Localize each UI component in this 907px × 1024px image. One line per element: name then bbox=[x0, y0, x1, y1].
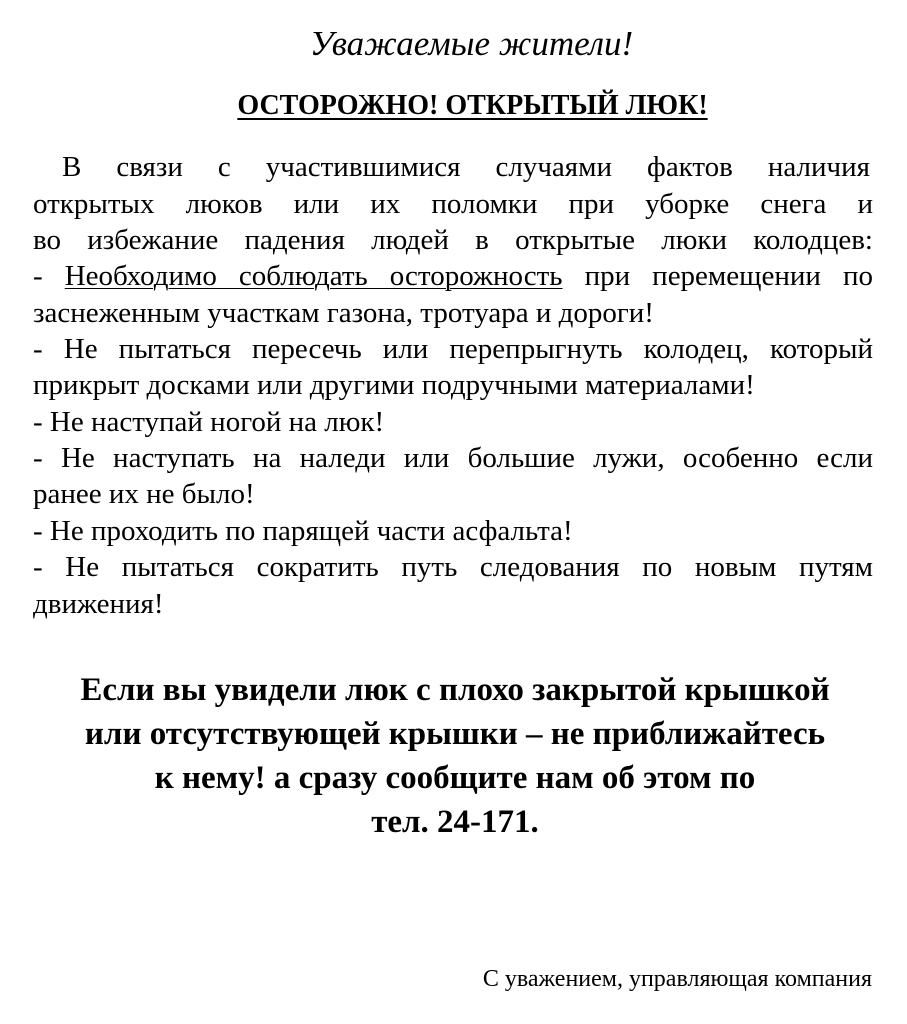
rule-3-line-1: - Не наступай ногой на люк! bbox=[33, 406, 385, 438]
rule-1-line-1 bbox=[33, 258, 873, 294]
intro-line-3: во избежание падения людей в открытые люки колодцев: bbox=[33, 224, 873, 256]
report-callout bbox=[30, 668, 880, 844]
intro-line-2: открытых люков или их поломки при уборке снега и bbox=[33, 188, 873, 220]
rule-1-emphasis: Необходимо соблюдать осторожность bbox=[64, 260, 563, 292]
intro-line-1: В связи с участившимися случаями фактов наличия bbox=[62, 151, 870, 183]
rule-1-line-2: заснеженным участкам газона, тротуара и дороги! bbox=[33, 297, 654, 329]
callout-line-1: Если вы увидели люк с плохо закрытой крышкой bbox=[80, 672, 830, 708]
rule-1-prefix: - bbox=[33, 260, 65, 292]
callout-line-3: к нему! а сразу сообщите нам об этом по bbox=[154, 760, 756, 796]
rule-6-line-2: движения! bbox=[33, 588, 164, 620]
rule-6-line-1: - Не пытаться сократить путь следования по новым путям bbox=[33, 551, 873, 583]
rule-2-line-1: - Не пытаться пересечь или перепрыгнуть колодец, который bbox=[33, 333, 873, 365]
callout-line-4-phone: тел. 24-171. bbox=[371, 804, 539, 840]
signature: С уважением, управляющая компания bbox=[482, 966, 872, 992]
rule-1-rest: при перемещении по bbox=[562, 260, 873, 292]
rule-4-line-2: ранее их не было! bbox=[33, 478, 255, 510]
warning-title-text: ОСТОРОЖНО! ОТКРЫТЫЙ ЛЮК! bbox=[237, 90, 708, 121]
callout-line-2: или отсутствующей крышки – не приближайтесь bbox=[84, 716, 826, 752]
warning-title bbox=[0, 86, 907, 126]
greeting-heading: Уважаемые жители! bbox=[309, 24, 634, 63]
rule-2-line-2: прикрыт досками или другими подручными материалами! bbox=[33, 369, 755, 401]
rule-4-line-1: - Не наступать на наледи или большие лужи, особенно если bbox=[33, 442, 873, 474]
rule-5-line-1: - Не проходить по парящей части асфальта! bbox=[33, 515, 573, 547]
